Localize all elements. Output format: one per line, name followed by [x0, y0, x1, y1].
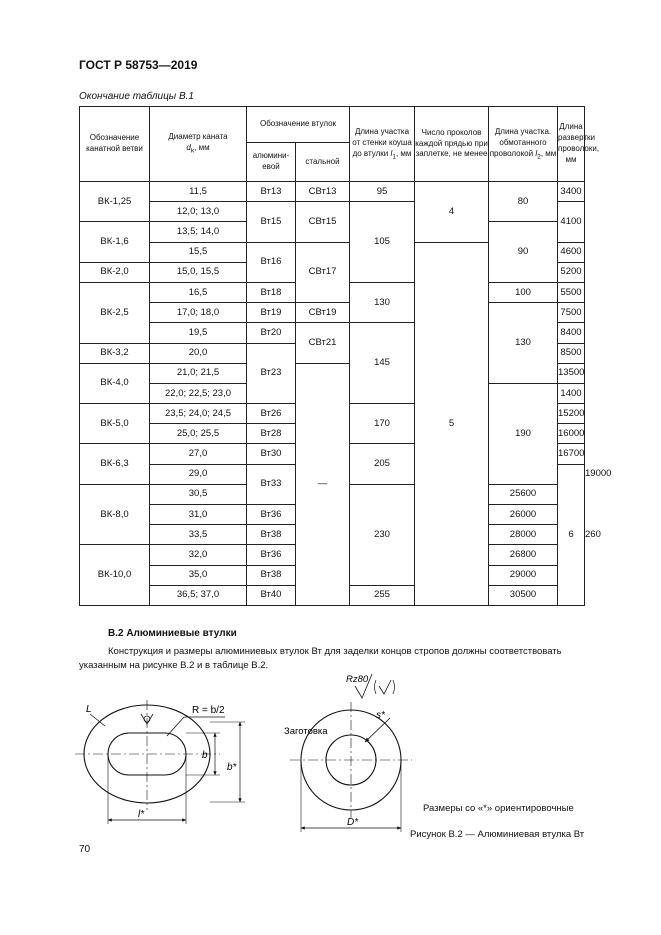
steel-cell: СВт13: [296, 182, 350, 202]
header-rope: Обозначение канатной ветви: [80, 107, 150, 182]
diameter-cell: 17,0; 18,0: [150, 303, 247, 323]
unwind-cell: 15200: [558, 404, 585, 424]
header-wound-length: Длина участка. обмотанного проволокой $l_2$, мм: [489, 107, 558, 182]
aluminum-cell: Вт38: [247, 525, 296, 545]
l1-cell: 95: [350, 182, 415, 202]
sleeve-drawing: [60, 672, 600, 852]
document-code: ГОСТ Р 58753—2019: [79, 58, 198, 72]
unwind-cell: 4600: [558, 242, 585, 262]
unwind-cell: 7500: [558, 303, 585, 323]
l2-cell: 80: [489, 182, 558, 222]
punctures-cell: 4: [415, 182, 489, 243]
steel-cell: СВт21: [296, 323, 350, 363]
diameter-cell: 19,5: [150, 323, 247, 343]
unwind-cell: 3400: [558, 182, 585, 202]
unwind-cell: 1400: [558, 383, 585, 403]
rope-cell: ВК-1,25: [80, 182, 150, 222]
rope-cell: ВК-2,0: [80, 262, 150, 282]
unwind-cell: 13500: [558, 363, 585, 383]
diameter-cell: 27,0: [150, 444, 247, 464]
l2-cell: 100: [489, 282, 558, 302]
bracket-left: [375, 680, 377, 694]
steel-cell: СВт15: [296, 202, 350, 242]
header-punctures: Число проколов каждой прядью при заплетке, не менее: [415, 107, 489, 182]
l1-cell: 105: [350, 202, 415, 283]
leader-line: [167, 717, 184, 736]
diameter-cell: 29,0: [150, 464, 247, 484]
diameter-cell: 36,5; 37,0: [150, 585, 247, 605]
label-R: R = b/2: [192, 705, 225, 716]
label-l-star: l*: [138, 809, 145, 820]
l1-cell: 205: [350, 444, 415, 484]
steel-cell: СВт19: [296, 303, 350, 323]
l2-cell: 190: [489, 383, 558, 484]
l1-cell: 130: [350, 282, 415, 322]
diameter-cell: 33,5: [150, 525, 247, 545]
header-length-section: Длина участка от стенки коуша до втулки $l_1$, мм: [350, 107, 415, 182]
diameter-cell: 22,0; 22,5; 23,0: [150, 383, 247, 403]
leader-line: [365, 718, 390, 742]
rope-cell: ВК-1,6: [80, 222, 150, 262]
label-blank: Заготовка: [284, 726, 328, 737]
blank-view: [290, 674, 412, 832]
rope-cell: ВК-4,0: [80, 363, 150, 403]
l1-cell: 230: [350, 484, 415, 585]
diameter-cell: 35,0: [150, 565, 247, 585]
label-b: b: [202, 750, 208, 761]
aluminum-cell: Вт18: [247, 282, 296, 302]
page-number: 70: [79, 844, 91, 855]
aluminum-cell: Вт38: [247, 565, 296, 585]
diameter-cell: 13,5; 14,0: [150, 222, 247, 242]
diameter-cell: 32,0: [150, 545, 247, 565]
punctures-cell: 6: [558, 464, 585, 605]
roughness-symbol-small: [379, 680, 391, 694]
aluminum-cell: Вт15: [247, 202, 296, 242]
diameter-cell: 15,0, 15,5: [150, 262, 247, 282]
unwind-cell: 4100: [558, 202, 585, 242]
figure-note: Размеры со «*» ориентировочные: [423, 803, 574, 814]
rope-cell: ВК-6,3: [80, 444, 150, 484]
table-caption: Окончание таблицы В.1: [79, 91, 194, 102]
diameter-cell: 21,0; 21,5: [150, 363, 247, 383]
label-D-star: D*: [347, 817, 359, 828]
unwind-cell: 26000: [489, 505, 558, 525]
diameter-cell: 23,5; 24,0; 24,5: [150, 404, 247, 424]
unwind-cell: 29000: [489, 565, 558, 585]
steel-cell: —: [296, 363, 350, 605]
aluminum-cell: Вт36: [247, 545, 296, 565]
section-title: В.2 Алюминиевые втулки: [108, 628, 237, 639]
header-aluminum: алюмини-евой: [247, 143, 296, 182]
header-sleeve-group: Обозначение втулок: [247, 107, 350, 143]
rope-cell: ВК-3,2: [80, 343, 150, 363]
data-table: Обозначение канатной ветви Диаметр каната $d_k$, мм Обозначение втулок Длина участка от стенки коуша до втулки $l_1$, мм Число проколов каждой прядью при заплетке, не менее Длина участка. обмотанного проволокой $l_2$, мм Длина развертки проволоки, мм алюмини-евой стальной ВК-1,25 11,5 Вт13 СВт13 95 4 80 3400 12,0; 13,0 Вт15 СВт15 105 4100 ВК-1,6 13,5; 14,0 90 15,5 Вт16 СВт17 5 4600 ВК-2,0 15,0, 15,5 5200 ВК-2,5 16,5 Вт18 130 100 5500 17,0; 18,0 Вт19 СВт19 130 7500 19,5 Вт20 СВт21 145 8400 ВК-3,2 20,0 Вт23 8500 ВК-4,0 21,0; 21,5 — 13500 22,0; 22,5; 23,0 190 1400 ВК-5,0 23,5; 24,0; 24,5 Вт26 170 15200 25,0; 25,5 Вт28 16000 ВК-6,3 27,0 Вт30 205 16700 29,0 Вт33 6 260 19000 ВК-8,0 30,5 230 25600 31,0 Вт36 26000 33,5 Вт38 28000 ВК-10,0 32,0 Вт36 26800 35,0 Вт38 29000 36,5; 37,0 Вт40 255 30500: [79, 106, 585, 606]
l2-cell: 90: [489, 222, 558, 283]
rope-cell: ВК-8,0: [80, 484, 150, 545]
diameter-cell: 20,0: [150, 343, 247, 363]
unwind-cell: 30500: [489, 585, 558, 605]
diameter-cell: 11,5: [150, 182, 247, 202]
label-L: L: [86, 704, 92, 715]
rope-cell: ВК-5,0: [80, 404, 150, 444]
diameter-cell: 12,0; 13,0: [150, 202, 247, 222]
l1-cell: 170: [350, 404, 415, 444]
unwind-cell: 5500: [558, 282, 585, 302]
punctures-cell: 5: [415, 242, 489, 605]
label-b-star: b*: [227, 762, 237, 773]
unwind-cell: 16700: [558, 444, 585, 464]
rope-cell: ВК-10,0: [80, 545, 150, 606]
header-diameter: Диаметр каната $d_k$, мм: [150, 107, 247, 182]
aluminum-cell: Вт26: [247, 404, 296, 424]
aluminum-cell: Вт33: [247, 464, 296, 504]
aluminum-cell: Вт16: [247, 242, 296, 282]
diameter-cell: 31,0: [150, 505, 247, 525]
unwind-cell: 8500: [558, 343, 585, 363]
diameter-cell: 16,5: [150, 282, 247, 302]
aluminum-cell: Вт19: [247, 303, 296, 323]
bracket-right: [393, 680, 395, 694]
diameter-cell: 30,5: [150, 484, 247, 504]
l2-cell: 130: [489, 303, 558, 384]
unwind-cell: 8400: [558, 323, 585, 343]
diameter-cell: 25,0; 25,5: [150, 424, 247, 444]
l1-cell: 255: [350, 585, 415, 605]
header-unwind-length: Длина развертки проволоки, мм: [558, 107, 585, 182]
figure-caption: Рисунок В.2 — Алюминиевая втулка Вт: [410, 829, 585, 840]
diameter-cell: 15,5: [150, 242, 247, 262]
header-steel: стальной: [296, 143, 350, 182]
sleeve-side-view: [75, 700, 245, 824]
aluminum-cell: Вт40: [247, 585, 296, 605]
label-roughness: Rz80: [346, 674, 369, 685]
unwind-cell: 26800: [489, 545, 558, 565]
aluminum-cell: Вт20: [247, 323, 296, 343]
steel-cell: СВт17: [296, 242, 350, 303]
unwind-cell: 16000: [558, 424, 585, 444]
section-paragraph: Конструкция и размеры алюминиевых втулок Вт для заделки концов стропов должны соответствовать указанным на рисунке В.2 и в таблице В.2.: [79, 646, 562, 672]
unwind-cell: 5200: [558, 262, 585, 282]
aluminum-cell: Вт23: [247, 343, 296, 404]
unwind-cell: 28000: [489, 525, 558, 545]
aluminum-cell: Вт13: [247, 182, 296, 202]
l1-cell: 145: [350, 323, 415, 404]
rope-cell: ВК-2,5: [80, 282, 150, 343]
label-s-star: s*: [376, 710, 385, 721]
unwind-cell: 25600: [489, 484, 558, 504]
aluminum-cell: Вт30: [247, 444, 296, 464]
aluminum-cell: Вт36: [247, 505, 296, 525]
aluminum-cell: Вт28: [247, 424, 296, 444]
